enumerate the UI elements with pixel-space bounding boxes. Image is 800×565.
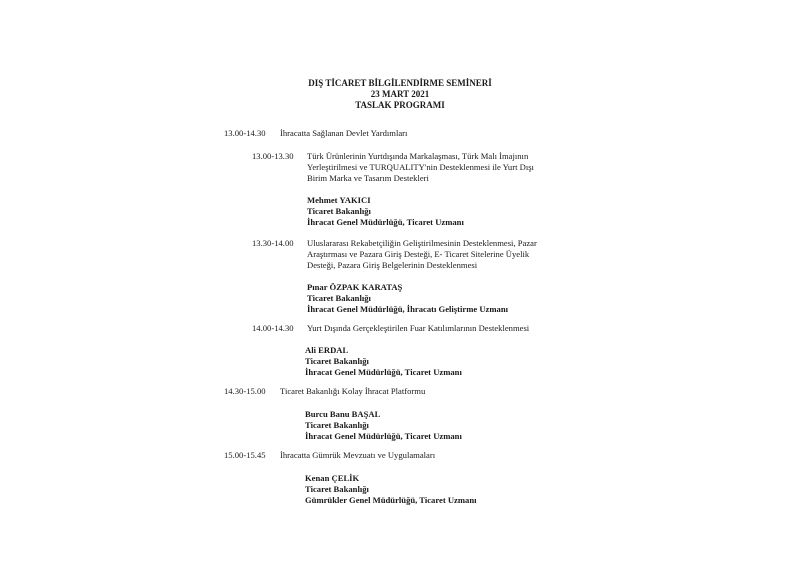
speaker-unit: Gümrükler Genel Müdürlüğü, Ticaret Uzmanı bbox=[305, 495, 477, 505]
speaker-org: Ticaret Bakanlığı bbox=[305, 420, 369, 430]
speaker-unit: İhracat Genel Müdürlüğü, Ticaret Uzmanı bbox=[305, 367, 462, 377]
speaker-org: Ticaret Bakanlığı bbox=[307, 293, 371, 303]
speaker-name: Burcu Banu BAŞAL bbox=[305, 409, 381, 419]
speaker-org: Ticaret Bakanlığı bbox=[307, 206, 371, 216]
session-title: Ticaret Bakanlığı Kolay İhracat Platformu bbox=[280, 386, 426, 396]
program-title: TASLAK PROGRAMI bbox=[355, 100, 445, 110]
session-title-line: Uluslararası Rekabetçiliğin Geliştirilmesinin Desteklenmesi, Pazar bbox=[307, 238, 537, 248]
session-time: 14.00-14.30 bbox=[252, 323, 294, 333]
speaker-unit: İhracat Genel Müdürlüğü, İhracatı Geliştirme Uzmanı bbox=[307, 304, 508, 314]
session-time: 14.30-15.00 bbox=[224, 386, 266, 396]
speaker-org: Ticaret Bakanlığı bbox=[305, 356, 369, 366]
document-header bbox=[0, 78, 800, 111]
session-title-line: Yerleştirilmesi ve TURQUALITY'nin Desteklenmesi ile Yurt Dışı bbox=[307, 162, 534, 172]
session-title: İhracatta Gümrük Mevzuatı ve Uygulamaları bbox=[280, 450, 436, 460]
session-time: 13.30-14.00 bbox=[252, 238, 294, 248]
seminar-date: 23 MART 2021 bbox=[370, 89, 430, 99]
speaker-name: Kenan ÇELİK bbox=[305, 473, 360, 483]
session-title-line: Araştırması ve Pazara Giriş Desteği, E- Ticaret Sitelerine Üyelik bbox=[307, 249, 530, 259]
speaker-unit: İhracat Genel Müdürlüğü, Ticaret Uzmanı bbox=[307, 217, 464, 227]
session-title-line: Türk Ürünlerinin Yurtdışında Markalaşması, Türk Malı İmajının bbox=[307, 151, 529, 161]
seminar-title: DIŞ TİCARET BİLGİLENDİRME SEMİNERİ bbox=[308, 78, 492, 88]
session-title: İhracatta Sağlanan Devlet Yardımları bbox=[280, 128, 408, 138]
speaker-unit: İhracat Genel Müdürlüğü, Ticaret Uzmanı bbox=[305, 431, 462, 441]
session-time: 13.00-14.30 bbox=[224, 128, 266, 138]
speaker-name: Ali ERDAL bbox=[305, 345, 349, 355]
session-time: 15.00-15.45 bbox=[224, 450, 266, 460]
speaker-org: Ticaret Bakanlığı bbox=[305, 484, 369, 494]
session-title-line: Desteği, Pazara Giriş Belgelerinin Desteklenmesi bbox=[307, 260, 478, 270]
session-title-line: Birim Marka ve Tasarım Destekleri bbox=[307, 173, 429, 183]
speaker-name: Pınar ÖZPAK KARATAŞ bbox=[307, 282, 403, 292]
speaker-name: Mehmet YAKICI bbox=[307, 195, 371, 205]
session-time: 13.00-13.30 bbox=[252, 151, 294, 161]
session-title: Yurt Dışında Gerçekleştirilen Fuar Katılımlarının Desteklenmesi bbox=[307, 323, 530, 333]
